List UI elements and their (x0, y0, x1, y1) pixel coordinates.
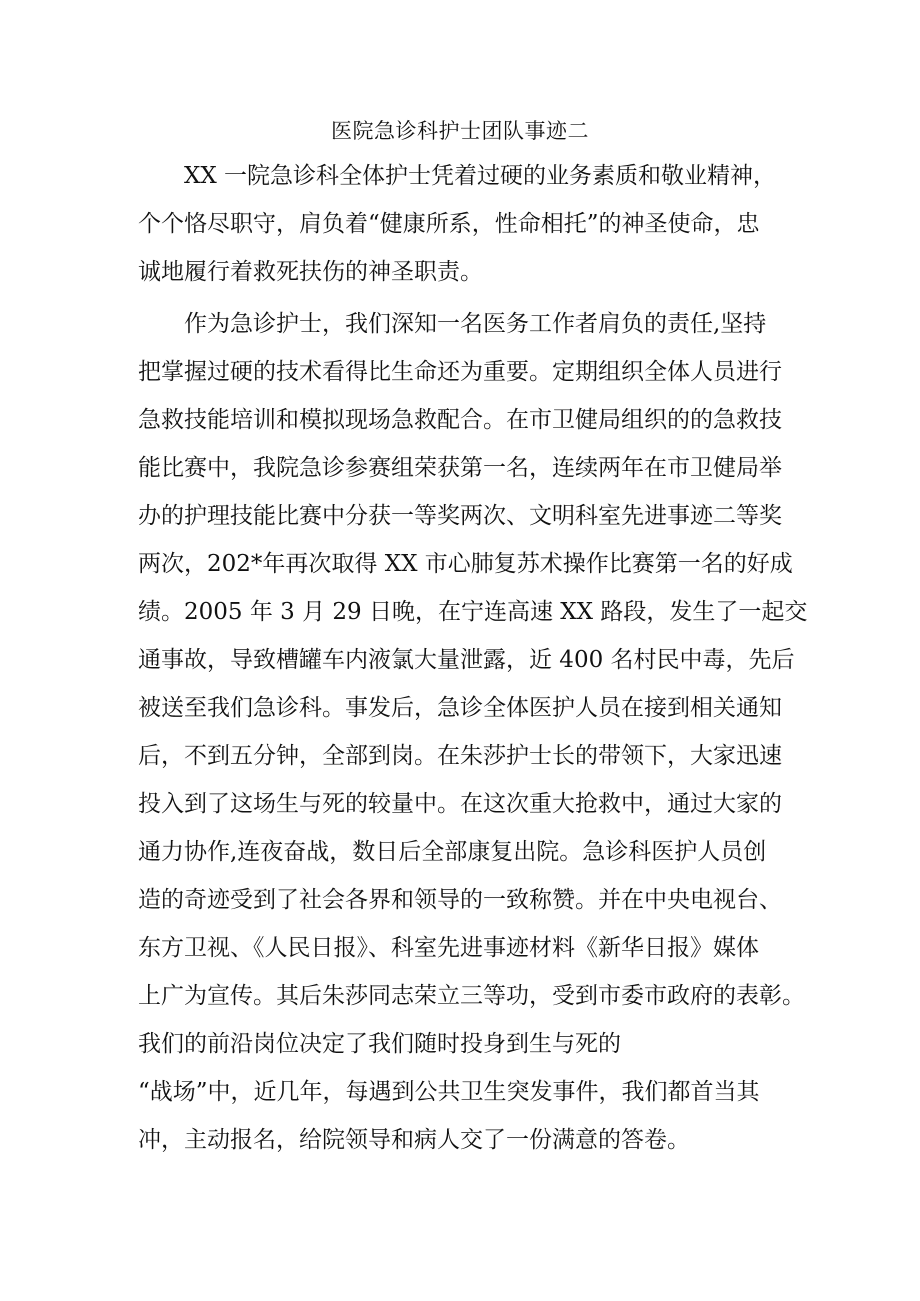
paragraph-1-line-1: XX 一院急诊科全体护士凭着过硬的业务素质和敬业精神， (184, 163, 777, 189)
paragraph-2-line-15: 上广为宣传。其后朱莎同志荣立三等功，受到市委市政府的表彰。 (138, 983, 805, 1009)
paragraph-2-line-7: 绩。2005 年 3 月 29 日晚，在宁连高速 XX 路段，发生了一起交 (138, 599, 808, 625)
paragraph-1-line-2: 个个恪尽职守，肩负着“健康所系，性命相托”的神圣使命，忠 (138, 211, 760, 237)
paragraph-2-line-16: 我们的前沿岗位决定了我们随时投身到生与死的 (138, 1031, 621, 1057)
paragraph-2-line-10: 后，不到五分钟，全部到岗。在朱莎护士长的带领下，大家迅速 (138, 743, 782, 769)
paragraph-2-line-4: 能比赛中，我院急诊参赛组荣获第一名，连续两年在市卫健局举 (138, 455, 782, 481)
paragraph-2-line-11: 投入到了这场生与死的较量中。在这次重大抢救中，通过大家的 (138, 791, 782, 817)
paragraph-2-line-8: 通事故，导致槽罐车内液氯大量泄露，近 400 名村民中毒，先后 (138, 647, 795, 673)
paragraph-2-line-3: 急救技能培训和模拟现场急救配合。在市卫健局组织的的急救技 (138, 407, 782, 433)
paragraph-2-line-6: 两次，202*年再次取得 XX 市心肺复苏术操作比赛第一名的好成 (138, 551, 793, 577)
paragraph-2-line-17: “战场”中，近几年，每遇到公共卫生突发事件，我们都首当其 (138, 1079, 760, 1105)
paragraph-2-line-18: 冲，主动报名，给院领导和病人交了一份满意的答卷。 (138, 1127, 690, 1153)
paragraph-2-line-14: 东方卫视、《人民日报》、科室先进事迹材料《新华日报》媒体 (138, 935, 759, 961)
paragraph-2-line-12: 通力协作,连夜奋战，数日后全部康复出院。急诊科医护人员创 (138, 839, 767, 865)
paragraph-2-line-2: 把掌握过硬的技术看得比生命还为重要。定期组织全体人员进行 (138, 359, 782, 385)
paragraph-2-line-1: 作为急诊护士，我们深知一名医务工作者肩负的责任,坚持 (184, 311, 767, 337)
paragraph-2-line-13: 造的奇迹受到了社会各界和领导的一致称赞。并在中央电视台、 (138, 887, 782, 913)
paragraph-2-line-9: 被送至我们急诊科。事发后，急诊全体医护人员在接到相关通知 (138, 695, 782, 721)
paragraph-2-line-5: 办的护理技能比赛中分获一等奖两次、文明科室先进事迹二等奖 (138, 503, 782, 529)
paragraph-1-line-3: 诚地履行着救死扶伤的神圣职责。 (138, 259, 483, 285)
document-title: 医院急诊科护士团队事迹二 (331, 119, 589, 143)
